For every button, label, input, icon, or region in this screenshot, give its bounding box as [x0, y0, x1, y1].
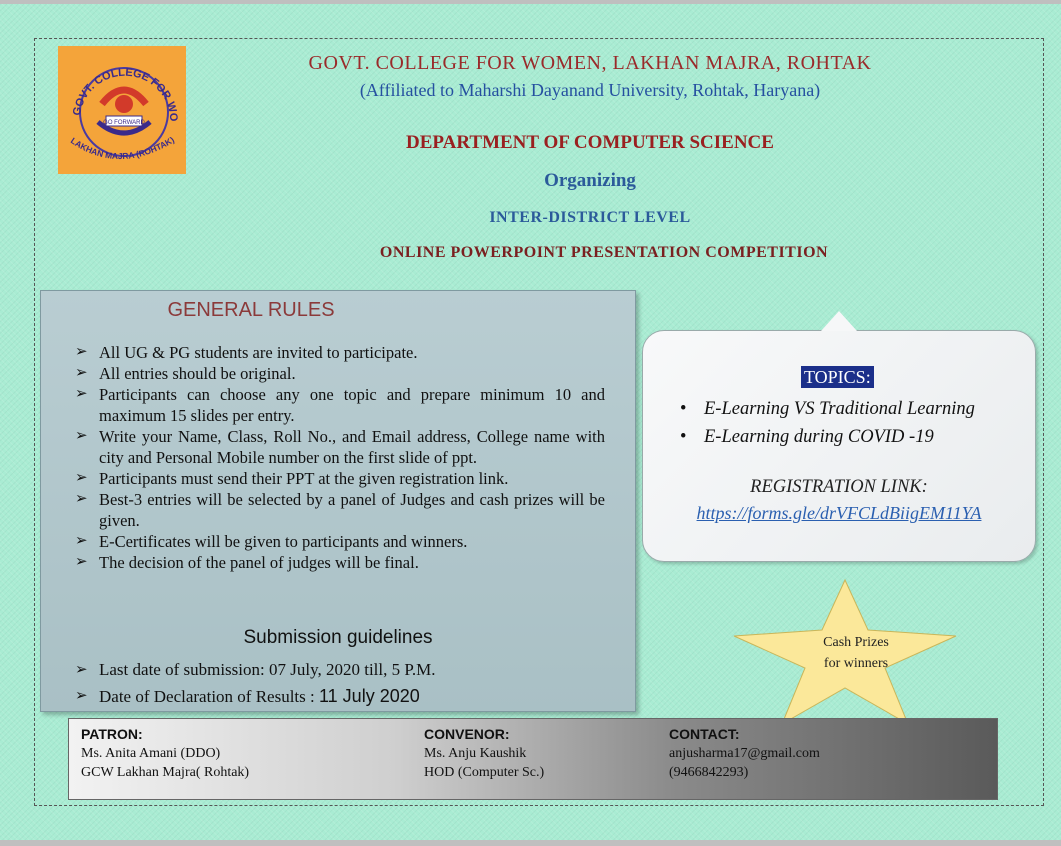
contact-phone: (9466842293) — [669, 765, 749, 780]
submission-item: ➢ Last date of submission: 07 July, 2020 till, 5 P.M. — [75, 657, 605, 683]
patron-college: GCW Lakhan Majra( Rohtak) — [81, 765, 250, 780]
svg-text:GOVT. COLLEGE FOR WOMEN: GOVT. COLLEGE FOR WO — [70, 66, 180, 122]
rule-item: ➢ Participants must send their PPT at the given registration link. — [75, 469, 509, 488]
topic-item: • E-Learning during COVID -19 — [678, 423, 975, 451]
arrow-bullet-icon: ➢ — [75, 344, 88, 360]
rule-item: ➢ E-Certificates will be given to participants and winners. — [75, 532, 468, 551]
topic-item: • E-Learning VS Traditional Learning — [678, 395, 975, 423]
college-emblem-icon — [58, 46, 186, 174]
arrow-bullet-icon: ➢ — [75, 428, 88, 444]
rules-panel — [40, 290, 636, 712]
arrow-bullet-icon: ➢ — [75, 491, 88, 507]
convenor-title: HOD (Computer Sc.) — [424, 765, 545, 780]
registration-label: REGISTRATION LINK: — [750, 477, 928, 497]
rules-list — [75, 342, 605, 573]
rule-item: ➢ Best-3 entries will be selected by a panel of Judges and cash prizes will be given. — [75, 490, 605, 530]
prize-line2: for winners — [823, 656, 889, 671]
arrow-bullet-icon: ➢ — [75, 365, 88, 381]
affiliation: (Affiliated to Maharshi Dayanand University, Rohtak, Haryana) — [359, 80, 821, 100]
competition-title: ONLINE POWERPOINT PRESENTATION COMPETITION — [379, 244, 829, 261]
rule-item: ➢ All entries should be original. — [75, 364, 296, 383]
topics-card — [642, 330, 1036, 562]
footer-bar — [68, 718, 998, 800]
prize-line1: Cash Prizes — [823, 635, 889, 650]
submission-title: Submission guidelines — [243, 627, 433, 648]
submission-list — [75, 657, 605, 710]
department-title: DEPARTMENT OF COMPUTER SCIENCE — [406, 132, 774, 153]
rule-item: ➢ Write your Name, Class, Roll No., and Email address, College name with city and Personal Mobile number on the first slide of ppt. — [75, 427, 605, 467]
arrow-bullet-icon: ➢ — [75, 554, 88, 570]
svg-text:GO FORWARD: GO FORWARD — [103, 120, 145, 126]
submission-item: ➢ Date of Declaration of Results : 11 July 2020 — [75, 683, 605, 710]
arrow-bullet-icon: ➢ — [75, 470, 88, 486]
svg-text:LAKHAN MAJRA (ROHTAK): LAKHAN MAJRA (ROHTAK) — [68, 134, 176, 162]
contact-block — [669, 725, 820, 782]
convenor-label: CONVENOR: — [424, 726, 510, 742]
topics-list — [678, 395, 975, 451]
contact-label: CONTACT: — [669, 726, 740, 742]
rule-item: ➢ Participants can choose any one topic and prepare minimum 10 and maximum 15 slides per entry. — [75, 385, 605, 425]
rule-item: ➢ The decision of the panel of judges will be final. — [75, 553, 419, 572]
college-name: GOVT. COLLEGE FOR WOMEN, LAKHAN MAJRA, ROHTAK — [308, 52, 872, 74]
rule-item: ➢ All UG & PG students are invited to participate. — [75, 343, 418, 362]
convenor-block — [424, 725, 544, 782]
patron-block — [81, 725, 249, 782]
arrow-bullet-icon: ➢ — [75, 533, 88, 549]
results-date: 11 July 2020 — [319, 686, 420, 706]
patron-label: PATRON: — [81, 726, 143, 742]
registration-link[interactable]: https://forms.gle/drVFCLdBiigEM11YA — [696, 503, 982, 523]
topics-title: TOPICS: — [801, 366, 874, 388]
arrow-bullet-icon: ➢ — [75, 662, 88, 678]
prize-badge — [790, 632, 922, 674]
rules-title: GENERAL RULES — [167, 299, 335, 321]
convenor-name: Ms. Anju Kaushik — [424, 746, 527, 761]
competition-level: INTER-DISTRICT LEVEL — [489, 209, 691, 226]
poster — [0, 4, 1061, 840]
organizing-label: Organizing — [544, 170, 636, 191]
arrow-bullet-icon: ➢ — [75, 386, 88, 402]
arrow-bullet-icon: ➢ — [75, 688, 88, 704]
college-logo — [58, 46, 186, 174]
contact-email[interactable]: anjusharma17@gmail.com — [669, 746, 820, 761]
patron-name: Ms. Anita Amani (DDO) — [81, 746, 221, 761]
